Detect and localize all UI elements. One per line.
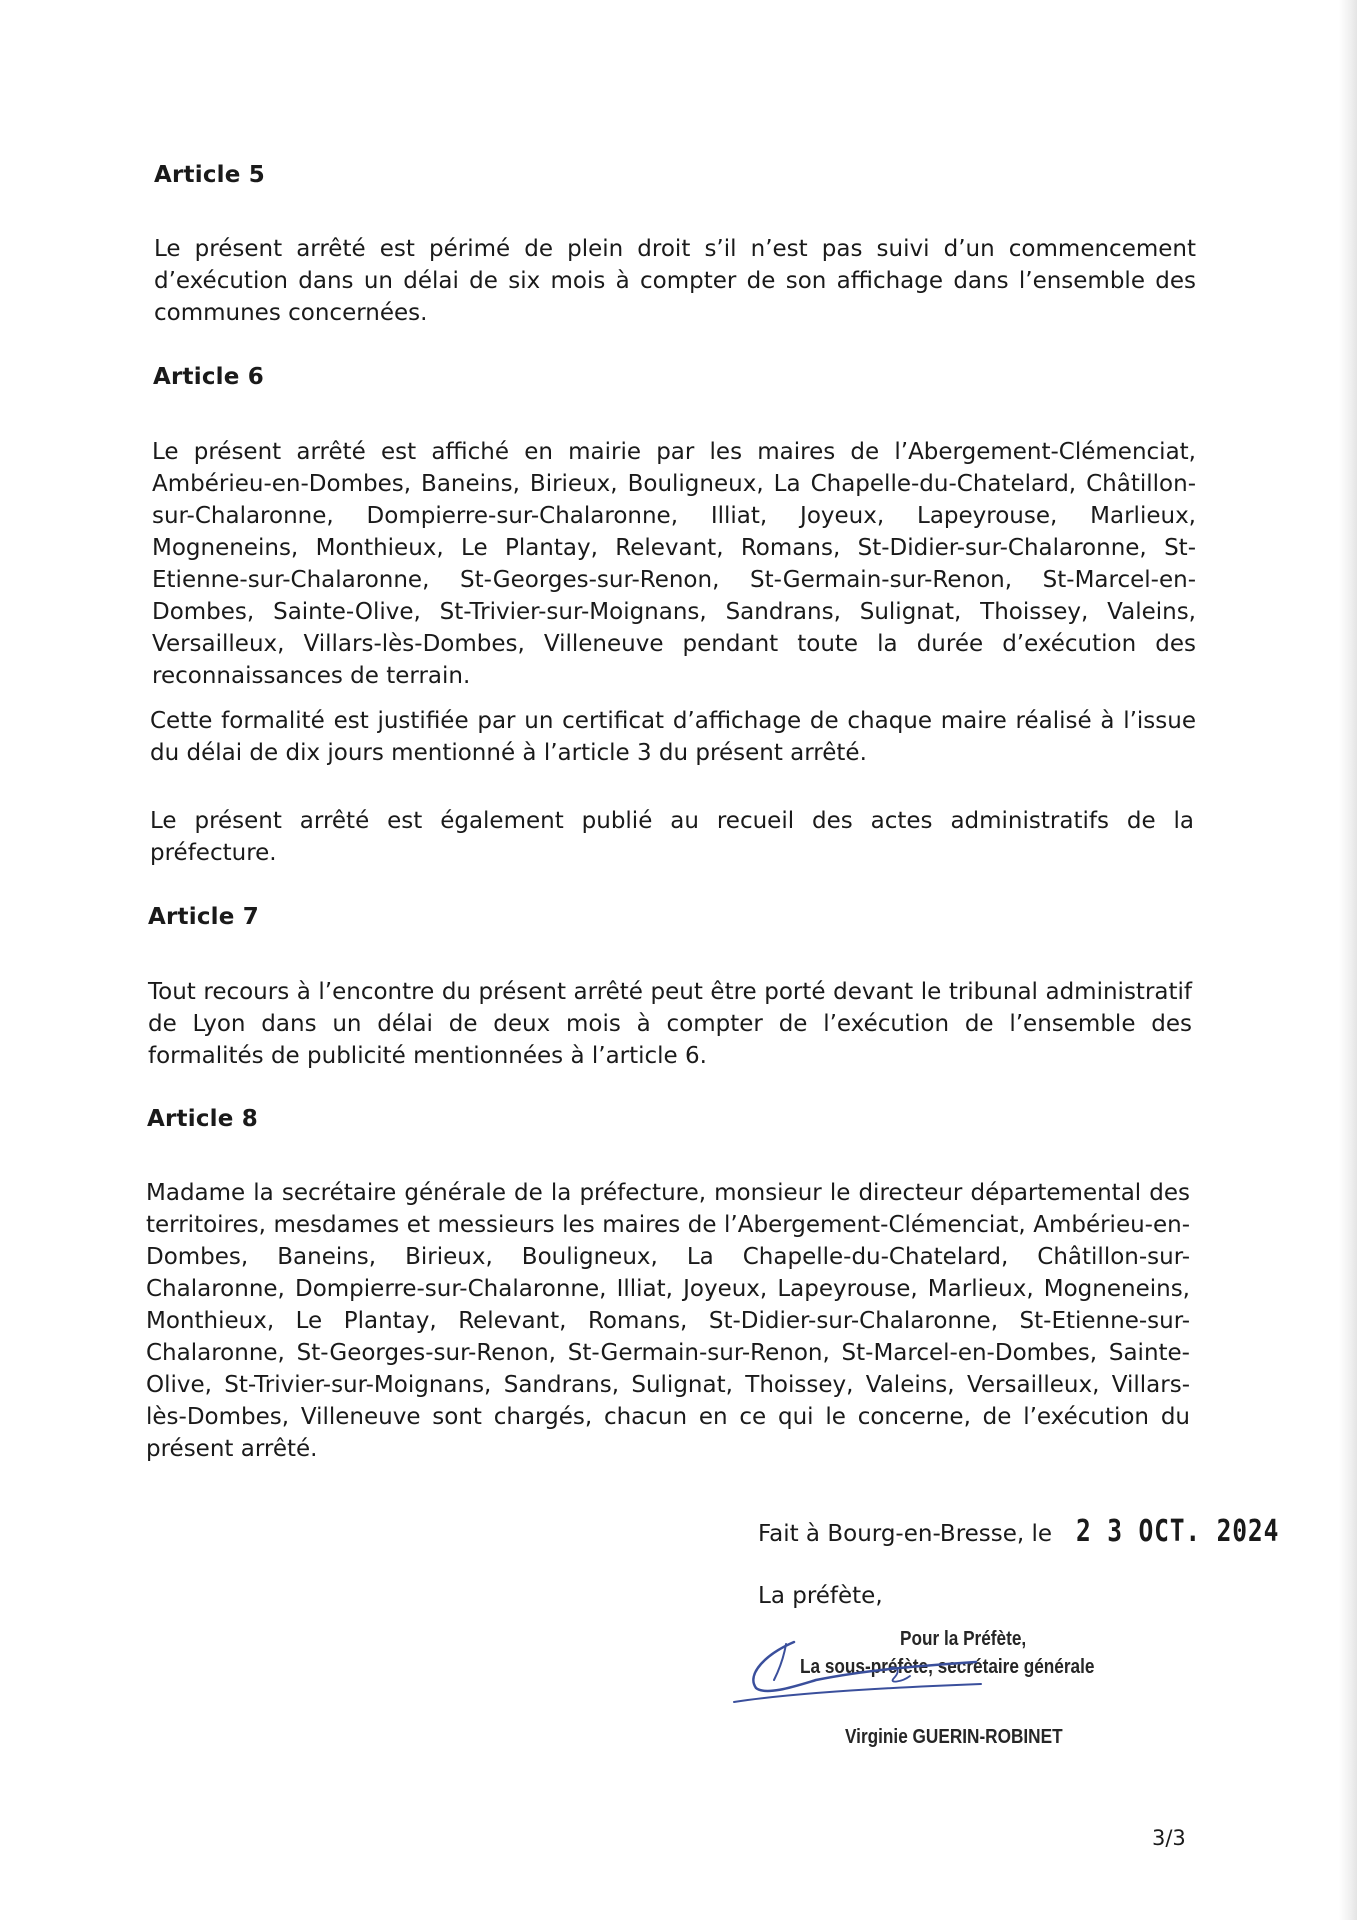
signatory-name: Virginie GUERIN-ROBINET: [845, 1726, 1063, 1748]
page-number: 3/3: [1152, 1826, 1186, 1850]
article-5-heading: Article 5: [154, 162, 265, 188]
stamp-line-1: Pour la Préfète,: [900, 1628, 1027, 1650]
article-7-heading: Article 7: [148, 904, 259, 930]
article-7-text: Tout recours à l’encontre du présent arrêté peut être porté devant le tribunal administratif de Lyon dans un délai de deux mois à compter de l’exécution de l’ensemble des formalités de publicité mentionnées à l’article 6.: [148, 979, 1192, 1069]
article-5-text: Le présent arrêté est périmé de plein droit s’il n’est pas suivi d’un commencement d’exécution dans un délai de six mois à compter de son affichage dans l’ensemble des communes concernées.: [154, 236, 1196, 326]
handwritten-signature: [726, 1636, 986, 1706]
date-stamp: 2 3 OCT. 2024: [1076, 1514, 1280, 1549]
article-8-heading: Article 8: [147, 1106, 258, 1132]
signature-place-date: [758, 1514, 1324, 1549]
article-8-text: Madame la secrétaire générale de la préfecture, monsieur le directeur départemental des territoires, mesdames et messieurs les maires de l’Abergement-Clémenciat, Ambérieu-en-Dombes, Baneins, Birieux, Bouligneux, La Chapelle-du-Chatelard, Châtillon-sur-Chalaronne, Dompierre-sur-Chalaronne, Illiat, Joyeux, Lapeyrouse, Marlieux, Mogneneins, Monthieux, Le Plantay, Relevant, Romans, St-Didier-sur-Chalaronne, St-Etienne-sur-Chalaronne, St-Georges-sur-Renon, St-Germain-sur-Renon, St-Marcel-en-Dombes, Sainte-Olive, St-Trivier-sur-Moignans, Sandrans, Sulignat, Thoissey, Valeins, Versailleux, Villars-lès-Dombes, Villeneuve sont chargés, chacun en ce qui le concerne, de l’exécution du présent arrêté.: [146, 1180, 1190, 1462]
signatory-title: La préfète,: [758, 1583, 883, 1609]
article-6-heading: Article 6: [153, 364, 264, 390]
article-6-paragraph-3: Le présent arrêté est également publié au recueil des actes administratifs de la préfecture.: [150, 808, 1194, 866]
stamp-line-2: La sous-préfète, secrétaire générale: [800, 1656, 1095, 1678]
article-6-paragraph-2: Cette formalité est justifiée par un certificat d’affichage de chaque maire réalisé à l’issue du délai de dix jours mentionné à l’article 3 du présent arrêté.: [150, 708, 1196, 766]
article-6-paragraph-1: Le présent arrêté est affiché en mairie par les maires de l’Abergement-Clémenciat, Ambérieu-en-Dombes, Baneins, Birieux, Bouligneux, La Chapelle-du-Chatelard, Châtillon-sur-Chalaronne, Dompierre-sur-Chalaronne, Illiat, Joyeux, Lapeyrouse, Marlieux, Mogneneins, Monthieux, Le Plantay, Relevant, Romans, St-Didier-sur-Chalaronne, St-Etienne-sur-Chalaronne, St-Georges-sur-Renon, St-Germain-sur-Renon, St-Marcel-en-Dombes, Sainte-Olive, St-Trivier-sur-Moignans, Sandrans, Sulignat, Thoissey, Valeins, Versailleux, Villars-lès-Dombes, Villeneuve pendant toute la durée d’exécution des reconnaissances de terrain.: [152, 439, 1196, 689]
place-label: Fait à Bourg-en-Bresse, le: [758, 1521, 1053, 1547]
scan-edge-shadow: [1339, 0, 1357, 1920]
